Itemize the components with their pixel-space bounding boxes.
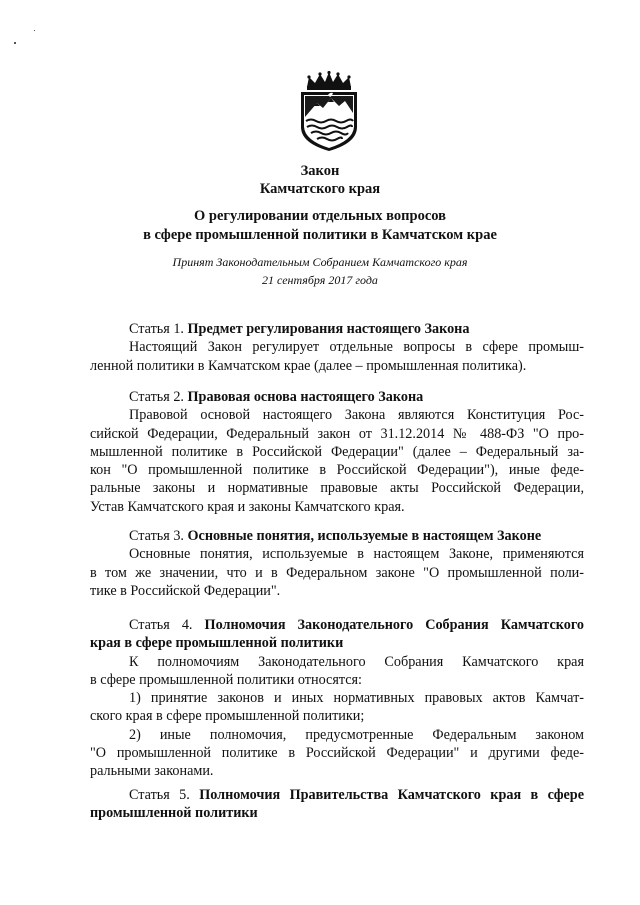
article-2-heading: [90, 388, 584, 406]
article-2-line: Правовой основой настоящего Закона являются Конституция Рос-: [129, 407, 584, 424]
article-3-line: в том же значении, что и в Федеральном законе "О промышленной поли-: [90, 564, 584, 581]
article-4-title-line1: Полномочия Законодательного Собрания Камчатского: [204, 617, 585, 633]
law-label: Закон: [300, 163, 340, 179]
article-5-title-line1: Полномочия Правительства Камчатского края в сфере: [199, 787, 584, 803]
article-4-label: Статья 4.: [129, 617, 193, 633]
article-2: [90, 388, 584, 516]
adoption-date: 21 сентября 2017 года: [262, 273, 378, 287]
article-2-title: Правовая основа настоящего Закона: [187, 389, 424, 405]
article-3-label: Статья 3.: [129, 528, 184, 544]
article-4-heading: [90, 616, 584, 634]
article-3-title: Основные понятия, используемые в настоящем Законе: [187, 528, 542, 544]
article-4: [90, 616, 584, 781]
article-5: [90, 786, 584, 823]
scan-artifact: [34, 30, 35, 31]
article-4-item-1: 1) принятие законов и иных нормативных правовых актов Камчат-: [129, 690, 584, 707]
article-1-label: Статья 1.: [129, 321, 184, 337]
article-5-label: Статья 5.: [129, 787, 190, 803]
article-4-title-line2: края в сфере промышленной политики: [90, 635, 344, 652]
law-header: [0, 162, 640, 198]
article-1-heading: [90, 320, 584, 338]
article-3-line: Основные понятия, используемые в настоящем Законе, применяются: [129, 546, 584, 563]
article-1-title: Предмет регулирования настоящего Закона: [187, 321, 470, 337]
law-region: Камчатского края: [259, 181, 381, 197]
article-2-line: сийской Федерации, Федеральный закон от 31.12.2014 № 488-ФЗ "О про-: [90, 425, 584, 442]
adoption-note: [0, 253, 640, 289]
article-4-line: в сфере промышленной политики относятся:: [90, 671, 362, 688]
article-2-line: ральные законы и нормативные правовые акты Российской Федерации,: [90, 480, 584, 497]
article-2-line: мышленной политике в Российской Федерации" (далее – Федеральный за-: [90, 443, 584, 460]
article-1: [90, 320, 584, 375]
article-3-line: тике в Российской Федерации".: [90, 582, 281, 599]
article-4-line: ральными законами.: [90, 763, 214, 780]
article-1-line: Настоящий Закон регулирует отдельные вопросы в сфере промыш-: [129, 339, 584, 356]
article-2-line: Устав Камчатского края и законы Камчатского края.: [90, 498, 405, 515]
article-3-heading: [90, 527, 584, 545]
law-title-line2: в сфере промышленной политики в Камчатском крае: [143, 227, 497, 243]
article-2-label: Статья 2.: [129, 389, 184, 405]
article-4-item-2: 2) иные полномочия, предусмотренные Федеральным законом: [129, 726, 584, 743]
article-2-line: кон "О промышленной политике в Российской Федерации"), иные феде-: [90, 462, 584, 479]
law-title: [0, 207, 640, 245]
scan-artifact: [14, 42, 16, 44]
article-4-line: К полномочиям Законодательного Собрания Камчатского края: [129, 653, 584, 670]
article-4-line: "О промышленной политике в Российской Федерации" и другими феде-: [90, 745, 584, 762]
crown-icon: [307, 71, 351, 90]
article-1-line: ленной политики в Камчатском крае (далее – промышленная политика).: [90, 357, 527, 374]
coat-of-arms-emblem: [297, 71, 361, 153]
article-5-heading: [90, 786, 584, 804]
adoption-line1: Принят Законодательным Собранием Камчатского края: [172, 255, 468, 269]
law-title-line1: О регулировании отдельных вопросов: [193, 208, 446, 224]
article-4-line: ского края в сфере промышленной политики;: [90, 708, 365, 725]
article-3: [90, 527, 584, 600]
article-5-title-line2: промышленной политики: [90, 805, 258, 822]
